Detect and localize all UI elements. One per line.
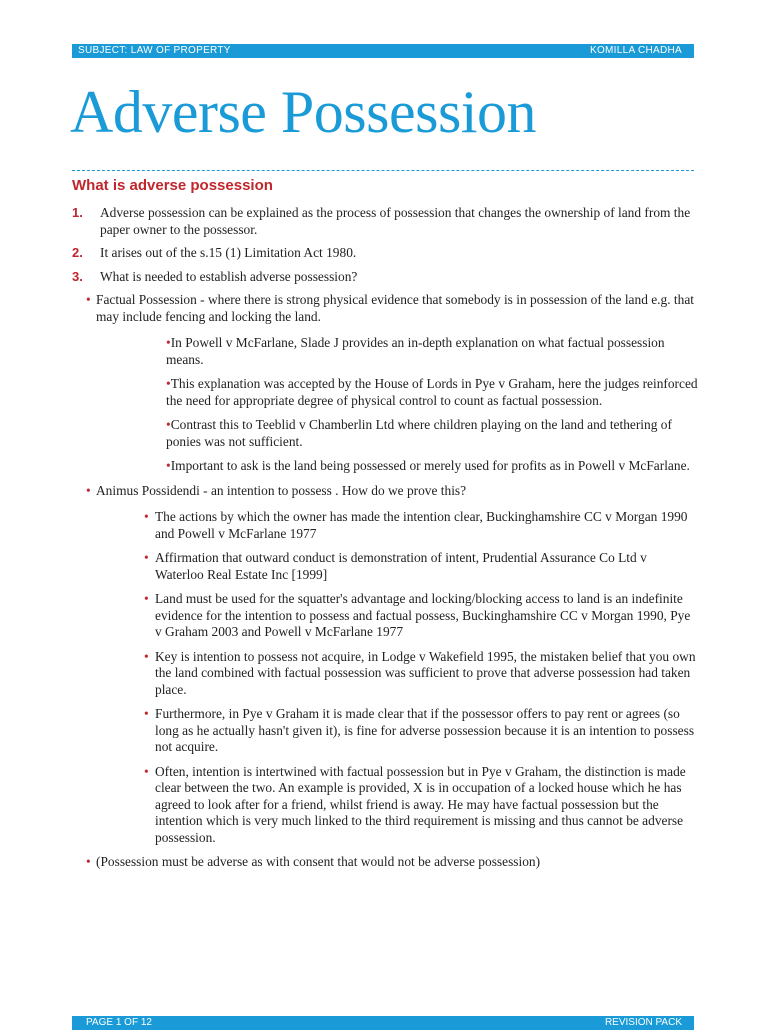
sub-bullet-text: The actions by which the owner has made the intention clear, Buckinghamshire CC v Morgan 1990 and Powell v McFarlane 1977	[155, 509, 688, 541]
bullet-icon: •	[86, 482, 91, 498]
bullet-icon: •	[144, 509, 149, 524]
numbered-item	[72, 205, 698, 238]
document-body	[72, 205, 698, 881]
bullet-icon: •	[166, 458, 171, 473]
bullet-animus-possidendi	[72, 483, 698, 500]
sub-bullet	[72, 509, 698, 542]
bullet-icon: •	[86, 854, 91, 869]
item-text: What is needed to establish adverse possession?	[100, 268, 358, 284]
bullet-icon: •	[144, 706, 149, 721]
sub-bullet	[72, 417, 698, 450]
item-number: 2.	[72, 245, 83, 260]
bullet-icon: •	[166, 417, 171, 432]
bullet-icon: •	[144, 550, 149, 565]
sub-bullet	[72, 706, 698, 756]
title-divider	[72, 170, 694, 171]
numbered-item	[72, 245, 698, 262]
numbered-item	[72, 269, 698, 286]
sub-bullet	[72, 591, 698, 641]
item-number: 3.	[72, 268, 83, 284]
bullet-text: Animus Possidendi - an intention to possess . How do we prove this?	[96, 482, 467, 498]
bullet-text: (Possession must be adverse as with consent that would not be adverse possession)	[96, 854, 541, 869]
bullet-icon: •	[166, 335, 171, 350]
sub-bullet-text: In Powell v McFarlane, Slade J provides an in-depth explanation on what factual possession means.	[166, 335, 665, 367]
header-author: KOMILLA CHADHA	[589, 45, 682, 56]
sub-bullet-text: Often, intention is intertwined with factual possession but in Pye v Graham, the distinction is made clear between the two. An example is provided, X is in occupation of a locked house which he has agreed to look after for a friend, whilst friend is away. He may have factual possession but the intention which is very much linked to the third requirement is missing and thus cannot be adverse possession.	[155, 763, 686, 845]
sub-bullet-text: Land must be used for the squatter's advantage and locking/blocking access to land is an indefinite evidence for the intention to possess and factual possess, Buckinghamshire CC v Morgan 1990, Pye v Graham 2003 and Powell v McFarlane 1977	[155, 591, 691, 639]
footer-bar	[72, 1016, 694, 1030]
bullet-icon: •	[144, 763, 149, 779]
sub-bullet-text: Contrast this to Teeblid v Chamberlin Ltd where children playing on the land and tethering of ponies was not sufficient.	[166, 417, 672, 449]
item-text: It arises out of the s.15 (1) Limitation Act 1980.	[100, 245, 357, 260]
item-number: 1.	[72, 205, 83, 220]
section-heading: What is adverse possession	[72, 177, 273, 194]
sub-bullet-text: This explanation was accepted by the House of Lords in Pye v Graham, here the judges reinforced the need for appropriate degree of physical control to count as factual possession.	[166, 376, 698, 408]
sub-bullet	[72, 550, 698, 583]
sub-bullet-text: Affirmation that outward conduct is demonstration of intent, Prudential Assurance Co Ltd v Waterloo Real Estate Inc [1999]	[155, 550, 647, 582]
sub-bullet	[72, 764, 698, 847]
page-title: Adverse Possession	[70, 79, 536, 145]
sub-bullet	[72, 376, 698, 409]
bullet-icon: •	[166, 376, 171, 391]
bullet-icon: •	[144, 591, 149, 606]
header-subject: SUBJECT: LAW OF PROPERTY	[78, 45, 231, 56]
bullet-icon: •	[86, 292, 91, 307]
sub-bullet-text: Key is intention to possess not acquire, in Lodge v Wakefield 1995, the mistaken belief that you own the land combined with factual possession was sufficient to prove that adverse possession had taken place.	[155, 648, 696, 697]
sub-bullet	[72, 335, 698, 368]
sub-bullet-text: Furthermore, in Pye v Graham it is made clear that if the possessor offers to pay rent or agrees (so long as he actually hasn't given it), is fine for adverse possession because it is an intention to possess not acquire.	[155, 706, 695, 754]
sub-bullet	[72, 458, 698, 475]
bullet-factual-possession	[72, 292, 698, 325]
header-bar	[72, 44, 694, 58]
bullet-icon: •	[144, 648, 149, 664]
sub-bullet-text: Important to ask is the land being possessed or merely used for profits as in Powell v McFarlane.	[170, 458, 690, 473]
bullet-text: Factual Possession - where there is strong physical evidence that somebody is in possession of the land e.g. that may include fencing and locking the land.	[96, 292, 695, 324]
sub-bullet	[72, 649, 698, 699]
footer-label: REVISION PACK	[604, 1017, 682, 1028]
item-text: Adverse possession can be explained as the process of possession that changes the ownership of land from the paper owner to the possessor.	[100, 205, 691, 237]
footer-page: PAGE 1 OF 12	[86, 1017, 152, 1028]
bullet-consent	[72, 854, 698, 871]
